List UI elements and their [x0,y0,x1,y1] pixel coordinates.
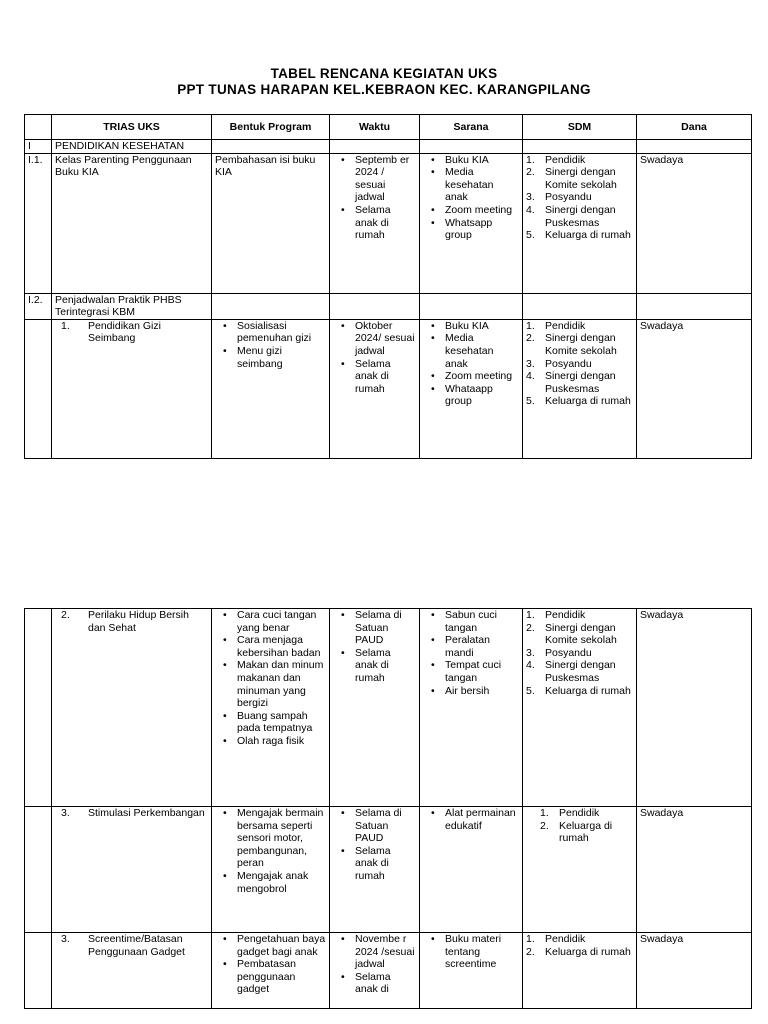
list-item: 1. Pendidik [526,933,586,945]
list-item: • Buku materi tentang screentime [423,933,519,971]
list-item: 4. Sinergi dengan Puskesmas [526,659,616,684]
sarana-cell [420,933,523,1009]
list-item: 1. Pendidik [526,153,586,166]
list-item: • Whataapp group [423,383,519,408]
list-item: • Zoom meeting [423,370,519,383]
trias-cell: Penjadwalan Praktik PHBS Terintegrasi KBM [52,293,212,319]
list-item: 1. Pendidik [526,609,586,621]
list-item: • Olah raga fisik [215,735,326,748]
table-row [25,153,752,293]
document-subtitle: PPT TUNAS HARAPAN KEL.KEBRAON KEC. KARANGPILANG [177,82,591,97]
header-dana: Dana [637,115,752,140]
trias-text: Screentime/Batasan Penggunaan Gadget [88,933,185,958]
table-row [25,609,752,807]
trias-cell [52,807,212,933]
bentuk-cell: Pembahasan isi buku KIA [212,153,330,293]
bentuk-cell [212,807,330,933]
list-item: 1. Pendidik [540,807,600,819]
list-item: • Mengajak bermain bersama seperti sensori motor, pembangunan, peran [215,807,326,870]
trias-cell [52,319,212,458]
trias-text: Perilaku Hidup Bersih dan Sehat [88,609,189,634]
header-sdm: SDM [523,115,637,140]
list-item: • Mengajak anak mengobrol [215,870,326,895]
document-title: TABEL RENCANA KEGIATAN UKS [270,66,498,81]
list-item: 3. Posyandu [526,191,592,204]
table-row [25,933,752,1009]
list-item: • Alat permainan edukatif [423,807,519,832]
waktu-cell [330,609,420,807]
sarana-cell [420,153,523,293]
header-sarana: Sarana [420,115,523,140]
list-item: 2. Sinergi dengan Komite sekolah [526,332,617,357]
list-item: • Septemb er 2024 / sesuai jadwal [333,154,416,204]
sarana-cell [420,807,523,933]
dana-cell: Swadaya [637,807,752,933]
sarana-cell [420,609,523,807]
list-item: • Cara cuci tangan yang benar [215,609,326,634]
list-item: 5. Keluarga di rumah [526,395,631,408]
list-item: • Media kesehatan anak [423,332,519,370]
table-header-row [25,115,752,140]
list-item: 5. Keluarga di rumah [526,229,631,242]
list-item: • Zoom meeting [423,204,519,217]
list-item: 1. Pendidik [526,319,586,332]
sdm-cell [523,153,637,293]
list-item: • Buang sampah pada tempatnya [215,710,326,735]
dana-cell: Swadaya [637,933,752,1009]
item-number: 2. [61,609,70,621]
list-item: • Pengetahuan baya gadget bagi anak [215,933,326,958]
item-number: 3. [61,933,70,945]
header-waktu: Waktu [330,115,420,140]
table-row [25,807,752,933]
header-num [25,115,52,140]
list-item: • Media kesehatan anak [423,166,519,204]
trias-cell [52,933,212,1009]
bentuk-cell [212,933,330,1009]
sarana-cell [420,319,523,458]
bentuk-cell [212,319,330,458]
kegiatan-table-part1 [24,114,752,459]
list-item: • Novembe r 2024 /sesuai jadwal [333,933,416,971]
trias-cell: Kelas Parenting Penggunaan Buku KIA [52,153,212,293]
waktu-cell [330,933,420,1009]
waktu-cell [330,153,420,293]
dana-cell: Swadaya [637,153,752,293]
sdm-cell [523,319,637,458]
trias-text: Stimulasi Perkembangan [88,807,205,819]
list-item: 2. Keluarga di rumah [526,945,631,958]
list-item: • Sosialisasi pemenuhan gizi [215,320,326,345]
table-row [25,293,752,319]
list-item: 5. Keluarga di rumah [526,684,631,697]
list-item: • Cara menjaga kebersihan badan [215,634,326,659]
waktu-cell [330,319,420,458]
item-number: 3. [61,807,70,819]
list-item: 3. Posyandu [526,646,592,659]
section-title: PENDIDIKAN KESEHATAN [52,140,212,154]
item-number: 1. [61,319,70,332]
section-row [25,140,752,154]
list-item: • Selama anak di rumah [333,647,416,685]
list-item: • Air bersih [423,685,519,698]
list-item: • Tempat cuci tangan [423,659,519,684]
list-item: 3. Posyandu [526,357,592,370]
trias-cell [52,609,212,807]
kegiatan-table-part2 [24,608,752,1009]
header-bentuk: Bentuk Program [212,115,330,140]
list-item: 4. Sinergi dengan Puskesmas [526,203,616,229]
list-item: • Peralatan mandi [423,634,519,659]
list-item: • Selama di Satuan PAUD [333,609,416,647]
list-item: • Selama anak di rumah [333,358,416,396]
bentuk-cell [212,609,330,807]
list-item: 2. Sinergi dengan Komite sekolah [526,166,617,191]
list-item: • Oktober 2024/ sesuai jadwal [333,320,416,358]
trias-text: Pendidikan Gizi Seimbang [88,319,161,345]
list-item: • Sabun cuci tangan [423,609,519,634]
header-trias: TRIAS UKS [52,115,212,140]
dana-cell: Swadaya [637,319,752,458]
list-item: 4. Sinergi dengan Puskesmas [526,370,616,395]
list-item: 2. Sinergi dengan Komite sekolah [526,621,617,647]
list-item: • Whatsapp group [423,217,519,242]
list-item: • Buku KIA [423,154,519,167]
list-item: • Menu gizi seimbang [215,345,326,370]
list-item: • Makan dan minum makanan dan minuman yang bergizi [215,659,326,709]
list-item: • Selama anak di [333,971,416,996]
list-item: • Selama anak di rumah [333,845,416,883]
sdm-cell [523,807,637,933]
waktu-cell [330,807,420,933]
sdm-cell [523,933,637,1009]
list-item: • Buku KIA [423,320,519,333]
dana-cell: Swadaya [637,609,752,807]
section-num: I [25,140,52,154]
sdm-cell [523,609,637,807]
row-num: I.2. [25,293,52,319]
list-item: • Selama anak di rumah [333,204,416,242]
list-item: 2. Keluarga di rumah [540,819,613,845]
table-row [25,319,752,458]
row-num: I.1. [25,153,52,293]
list-item: • Pembatasan penggunaan gadget [215,958,326,996]
list-item: • Selama di Satuan PAUD [333,807,416,845]
